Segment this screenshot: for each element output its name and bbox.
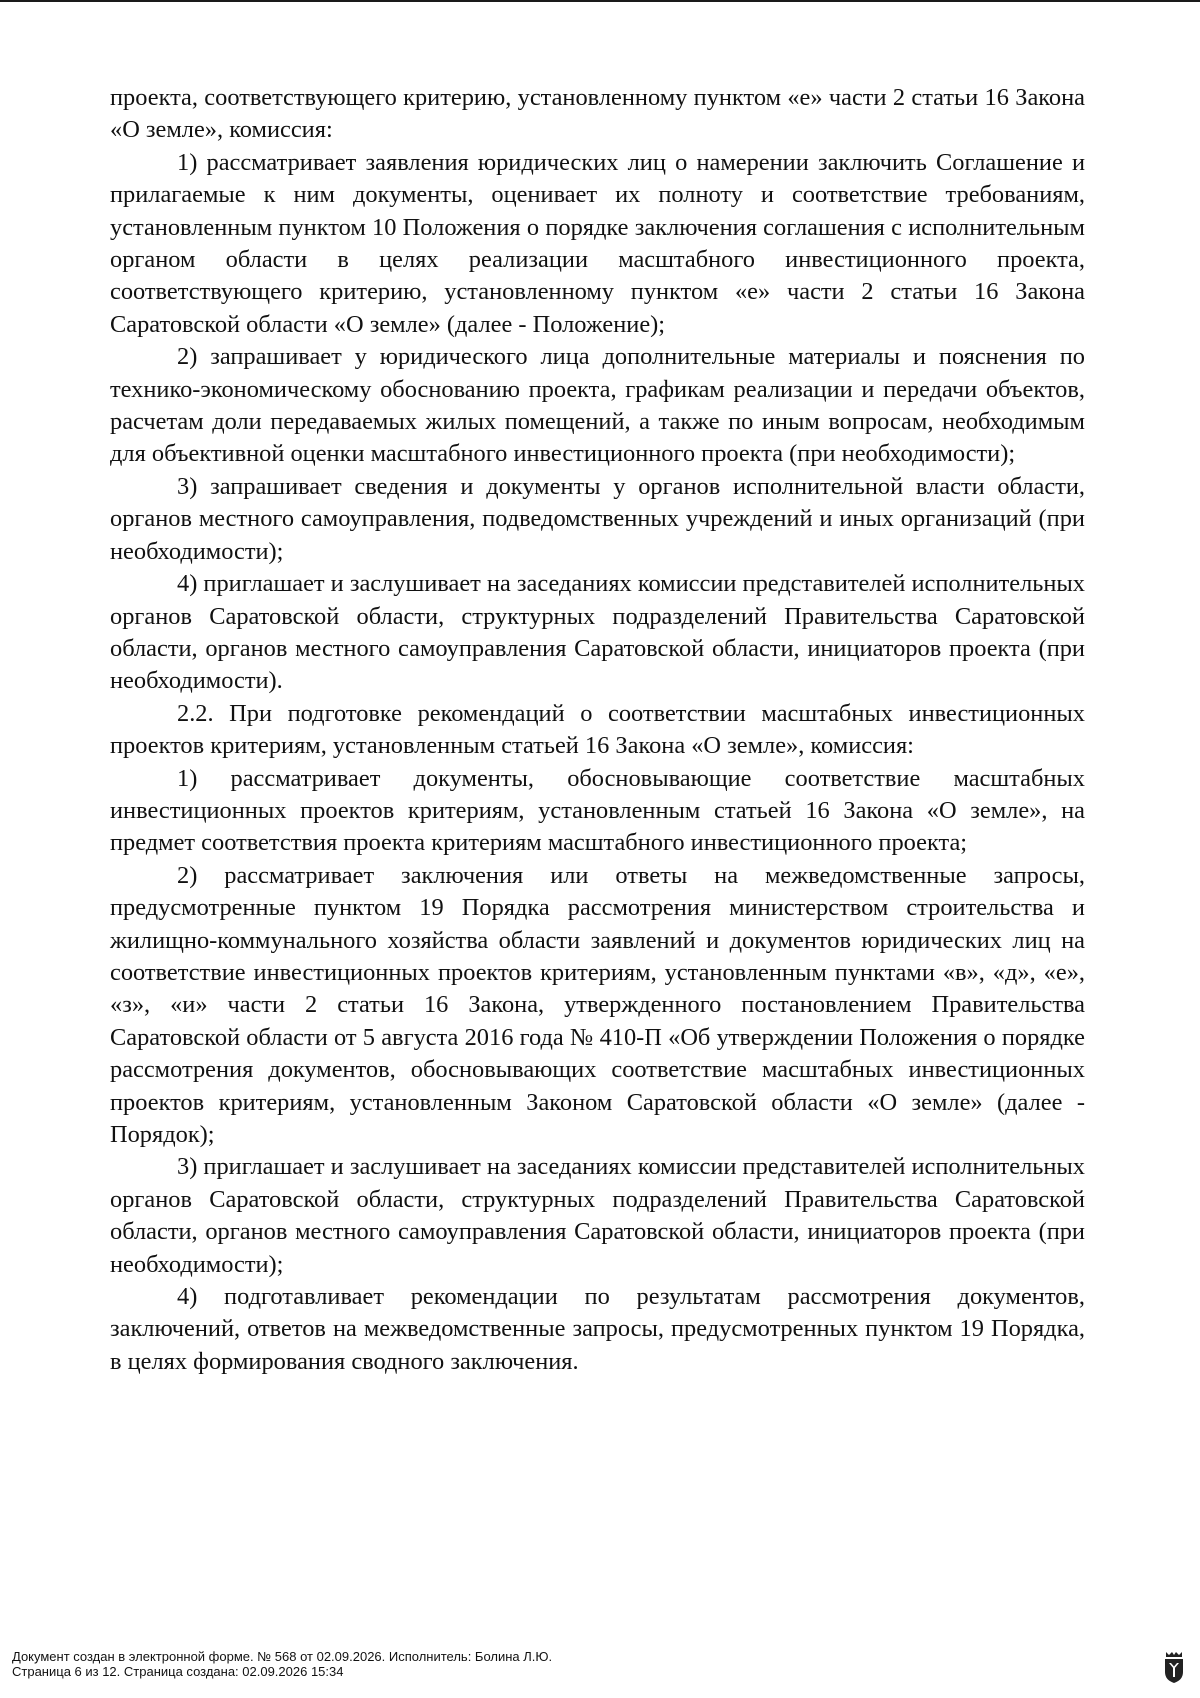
footer-document-info: Документ создан в электронной форме. № 568 от 02.09.2026. Исполнитель: Болина Л.Ю. xyxy=(12,1649,553,1664)
paragraph-continuation: проекта, соответствующего критерию, установленному пунктом «е» части 2 статьи 16 Закона «О земле», комиссия: xyxy=(110,84,1085,144)
paragraph-section-2-2-item-4: 4) подготавливает рекомендации по результатам рассмотрения документов, заключений, ответов на межведомственные запросы, предусмотренных пунктом 19 Порядка, в целях формирования сводного заключения. xyxy=(110,1283,1085,1375)
paragraph-section-2-2-item-3: 3) приглашает и заслушивает на заседаниях комиссии представителей исполнительных органов Саратовской области, структурных подразделений Правительства Саратовской области, органов местного самоуправления Саратовской области, инициаторов проекта (при необходимости); xyxy=(110,1153,1085,1278)
paragraph-item-1: 1) рассматривает заявления юридических лиц о намерении заключить Соглашение и прилагаемые к ним документы, оценивает их полноту и соответствие требованиям, установленным пунктом 10 Положения о порядке заключения соглашения с исполнительным органом области в целях реализации масштабного инвестиционного проекта, соответствующего критерию, установленному пунктом «е» части 2 статьи 16 Закона Саратовской области «О земле» (далее - Положение); xyxy=(110,148,1085,338)
paragraph-section-2-2: 2.2. При подготовке рекомендаций о соответствии масштабных инвестиционных проектов критериям, установленным статьей 16 Закона «О земле», комиссия: xyxy=(110,699,1085,760)
footer-page-info: Страница 6 из 12. Страница создана: 02.09.2026 15:34 xyxy=(12,1664,344,1679)
top-border-line xyxy=(0,0,1200,2)
paragraph-item-4: 4) приглашает и заслушивает на заседаниях комиссии представителей исполнительных органов Саратовской области, структурных подразделений Правительства Саратовской области, органов местного самоуправления Саратовской области, инициаторов проекта (при необходимости). xyxy=(110,570,1085,695)
paragraph-section-2-2-item-1: 1) рассматривает документы, обосновывающие соответствие масштабных инвестиционных проектов критериям, установленным статьей 16 Закона «О земле», на предмет соответствия проекта критериям масштабного инвестиционного проекта; xyxy=(110,764,1085,857)
coat-of-arms-icon xyxy=(1163,1650,1185,1684)
document-footer xyxy=(12,1649,552,1679)
paragraph-item-2: 2) запрашивает у юридического лица дополнительные материалы и пояснения по технико-экономическому обоснованию проекта, графикам реализации и передачи объектов, расчетам доли передаваемых жилых помещений, а также по иным вопросам, необходимым для объективной оценки масштабного инвестиционного проекта (при необходимости); xyxy=(110,343,1085,468)
paragraph-item-3: 3) запрашивает сведения и документы у органов исполнительной власти области, органов местного самоуправления, подведомственных учреждений и иных организаций (при необходимости); xyxy=(110,472,1085,565)
paragraph-section-2-2-item-2: 2) рассматривает заключения или ответы на межведомственные запросы, предусмотренные пунктом 19 Порядка рассмотрения министерством строительства и жилищно-коммунального хозяйства области заявлений и документов юридических лиц на соответствие инвестиционных проектов критериям, установленным пунктами «в», «д», «е», «з», «и» части 2 статьи 16 Закона, утвержденного постановлением Правительства Саратовской области от 5 августа 2016 года № 410-П «Об утверждении Положения о порядке рассмотрения документов, обосновывающих соответствие масштабных инвестиционных проектов критериям, установленным Законом Саратовской области «О земле» (далее - Порядок); xyxy=(110,861,1085,1148)
document-body xyxy=(110,82,1085,1378)
